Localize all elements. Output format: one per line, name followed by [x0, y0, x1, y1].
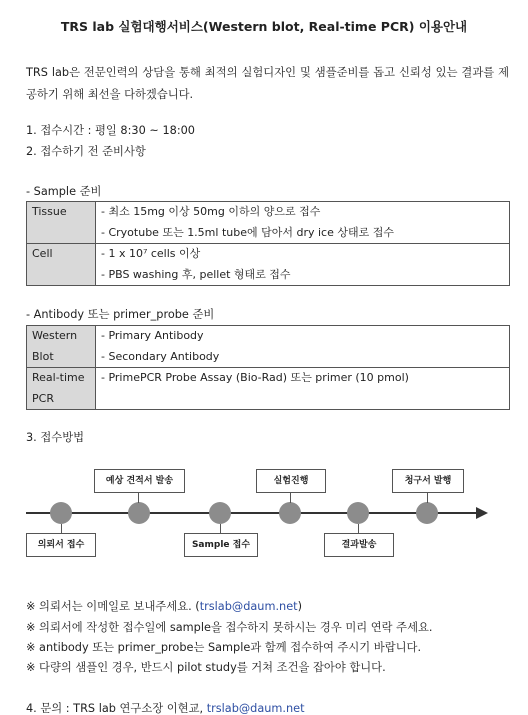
- connector-line: [427, 492, 428, 503]
- table-line: [101, 389, 504, 410]
- sample-table: [26, 201, 510, 286]
- timeline-dot: [209, 502, 231, 524]
- table-line: - Cryotube 또는 1.5ml tube에 담아서 dry ice 상태로 접수: [101, 225, 394, 239]
- note-text: ※ 의뢰서는 이메일로 보내주세요. (: [26, 600, 200, 613]
- table-label: Real-time: [32, 371, 85, 384]
- intro-paragraph: TRS lab은 전문인력의 상담을 통해 최적의 실험디자인 및 샘플준비를 돕고 신뢰성 있는 결과를 제공하기 위해 최선을 다하겠습니다.: [26, 66, 509, 101]
- note-item: ※ 의뢰서에 작성한 접수일에 sample을 접수하지 못하시는 경우 미리 연락 주세요.: [26, 621, 433, 634]
- table-label: Blot: [32, 349, 54, 363]
- contact-text: 4. 문의 : TRS lab 연구소장 이현교,: [26, 702, 207, 715]
- table-row: [27, 368, 510, 410]
- timeline-step-experiment: 실험진행: [256, 469, 326, 493]
- table-line: - 최소 15mg 이상 50mg 이하의 양으로 접수: [101, 205, 321, 218]
- table-label: PCR: [32, 391, 54, 405]
- table-line: - PBS washing 후, pellet 형태로 접수: [101, 267, 291, 281]
- sample-heading: - Sample 준비: [26, 185, 102, 198]
- table-header-cell: Cell: [27, 244, 96, 286]
- table-header-cell: Tissue: [27, 202, 96, 244]
- table-row: [27, 244, 510, 286]
- timeline-step-request: 의뢰서 접수: [26, 533, 96, 557]
- connector-line: [138, 492, 139, 503]
- reception-hours: 1. 접수시간 : 평일 8:30 ~ 18:00: [26, 124, 195, 137]
- preparation-heading: 2. 접수하기 전 준비사항: [26, 145, 146, 158]
- table-cell: [96, 244, 510, 286]
- table-label: Western: [32, 329, 78, 342]
- timeline-dot: [279, 502, 301, 524]
- table-header-cell: [27, 326, 96, 368]
- note-text: ): [297, 600, 303, 613]
- email-link[interactable]: trslab@daum.net: [206, 702, 305, 715]
- timeline-axis: [26, 512, 478, 514]
- table-row: [27, 326, 510, 368]
- arrow-head-icon: [476, 507, 488, 519]
- timeline-dot: [50, 502, 72, 524]
- timeline-dot: [128, 502, 150, 524]
- reception-method-heading: 3. 접수방법: [26, 431, 85, 444]
- timeline-step-result: 결과발송: [324, 533, 394, 557]
- timeline-dot: [416, 502, 438, 524]
- table-line: - Secondary Antibody: [101, 349, 220, 363]
- table-cell: [96, 368, 510, 410]
- email-link[interactable]: trslab@daum.net: [199, 600, 298, 613]
- table-cell: [96, 326, 510, 368]
- page-title: TRS lab 실험대행서비스(Western blot, Real-time PCR) 이용안내: [60, 19, 468, 34]
- table-line: - 1 x 10⁷ cells 이상: [101, 247, 201, 260]
- note-item: ※ 다량의 샘플인 경우, 반드시 pilot study를 거쳐 조건을 잡아야 합니다.: [26, 661, 386, 674]
- antibody-table: [26, 325, 510, 410]
- table-line: - Primary Antibody: [101, 329, 204, 342]
- timeline-step-estimate: 예상 견적서 발송: [94, 469, 185, 493]
- timeline-dot: [347, 502, 369, 524]
- connector-line: [290, 492, 291, 503]
- note-item: [26, 600, 302, 613]
- timeline-step-sample: Sample 접수: [184, 533, 258, 557]
- note-item: ※ antibody 또는 primer_probe는 Sample과 함께 접수하여 주시기 바랍니다.: [26, 641, 422, 654]
- antibody-heading: - Antibody 또는 primer_probe 준비: [26, 308, 215, 321]
- table-line: - PrimePCR Probe Assay (Bio-Rad) 또는 primer (10 pmol): [101, 371, 409, 384]
- table-header-cell: [27, 368, 96, 410]
- contact-info: [26, 702, 305, 715]
- table-row: [27, 202, 510, 244]
- table-cell: [96, 202, 510, 244]
- timeline-step-invoice: 청구서 발행: [392, 469, 464, 493]
